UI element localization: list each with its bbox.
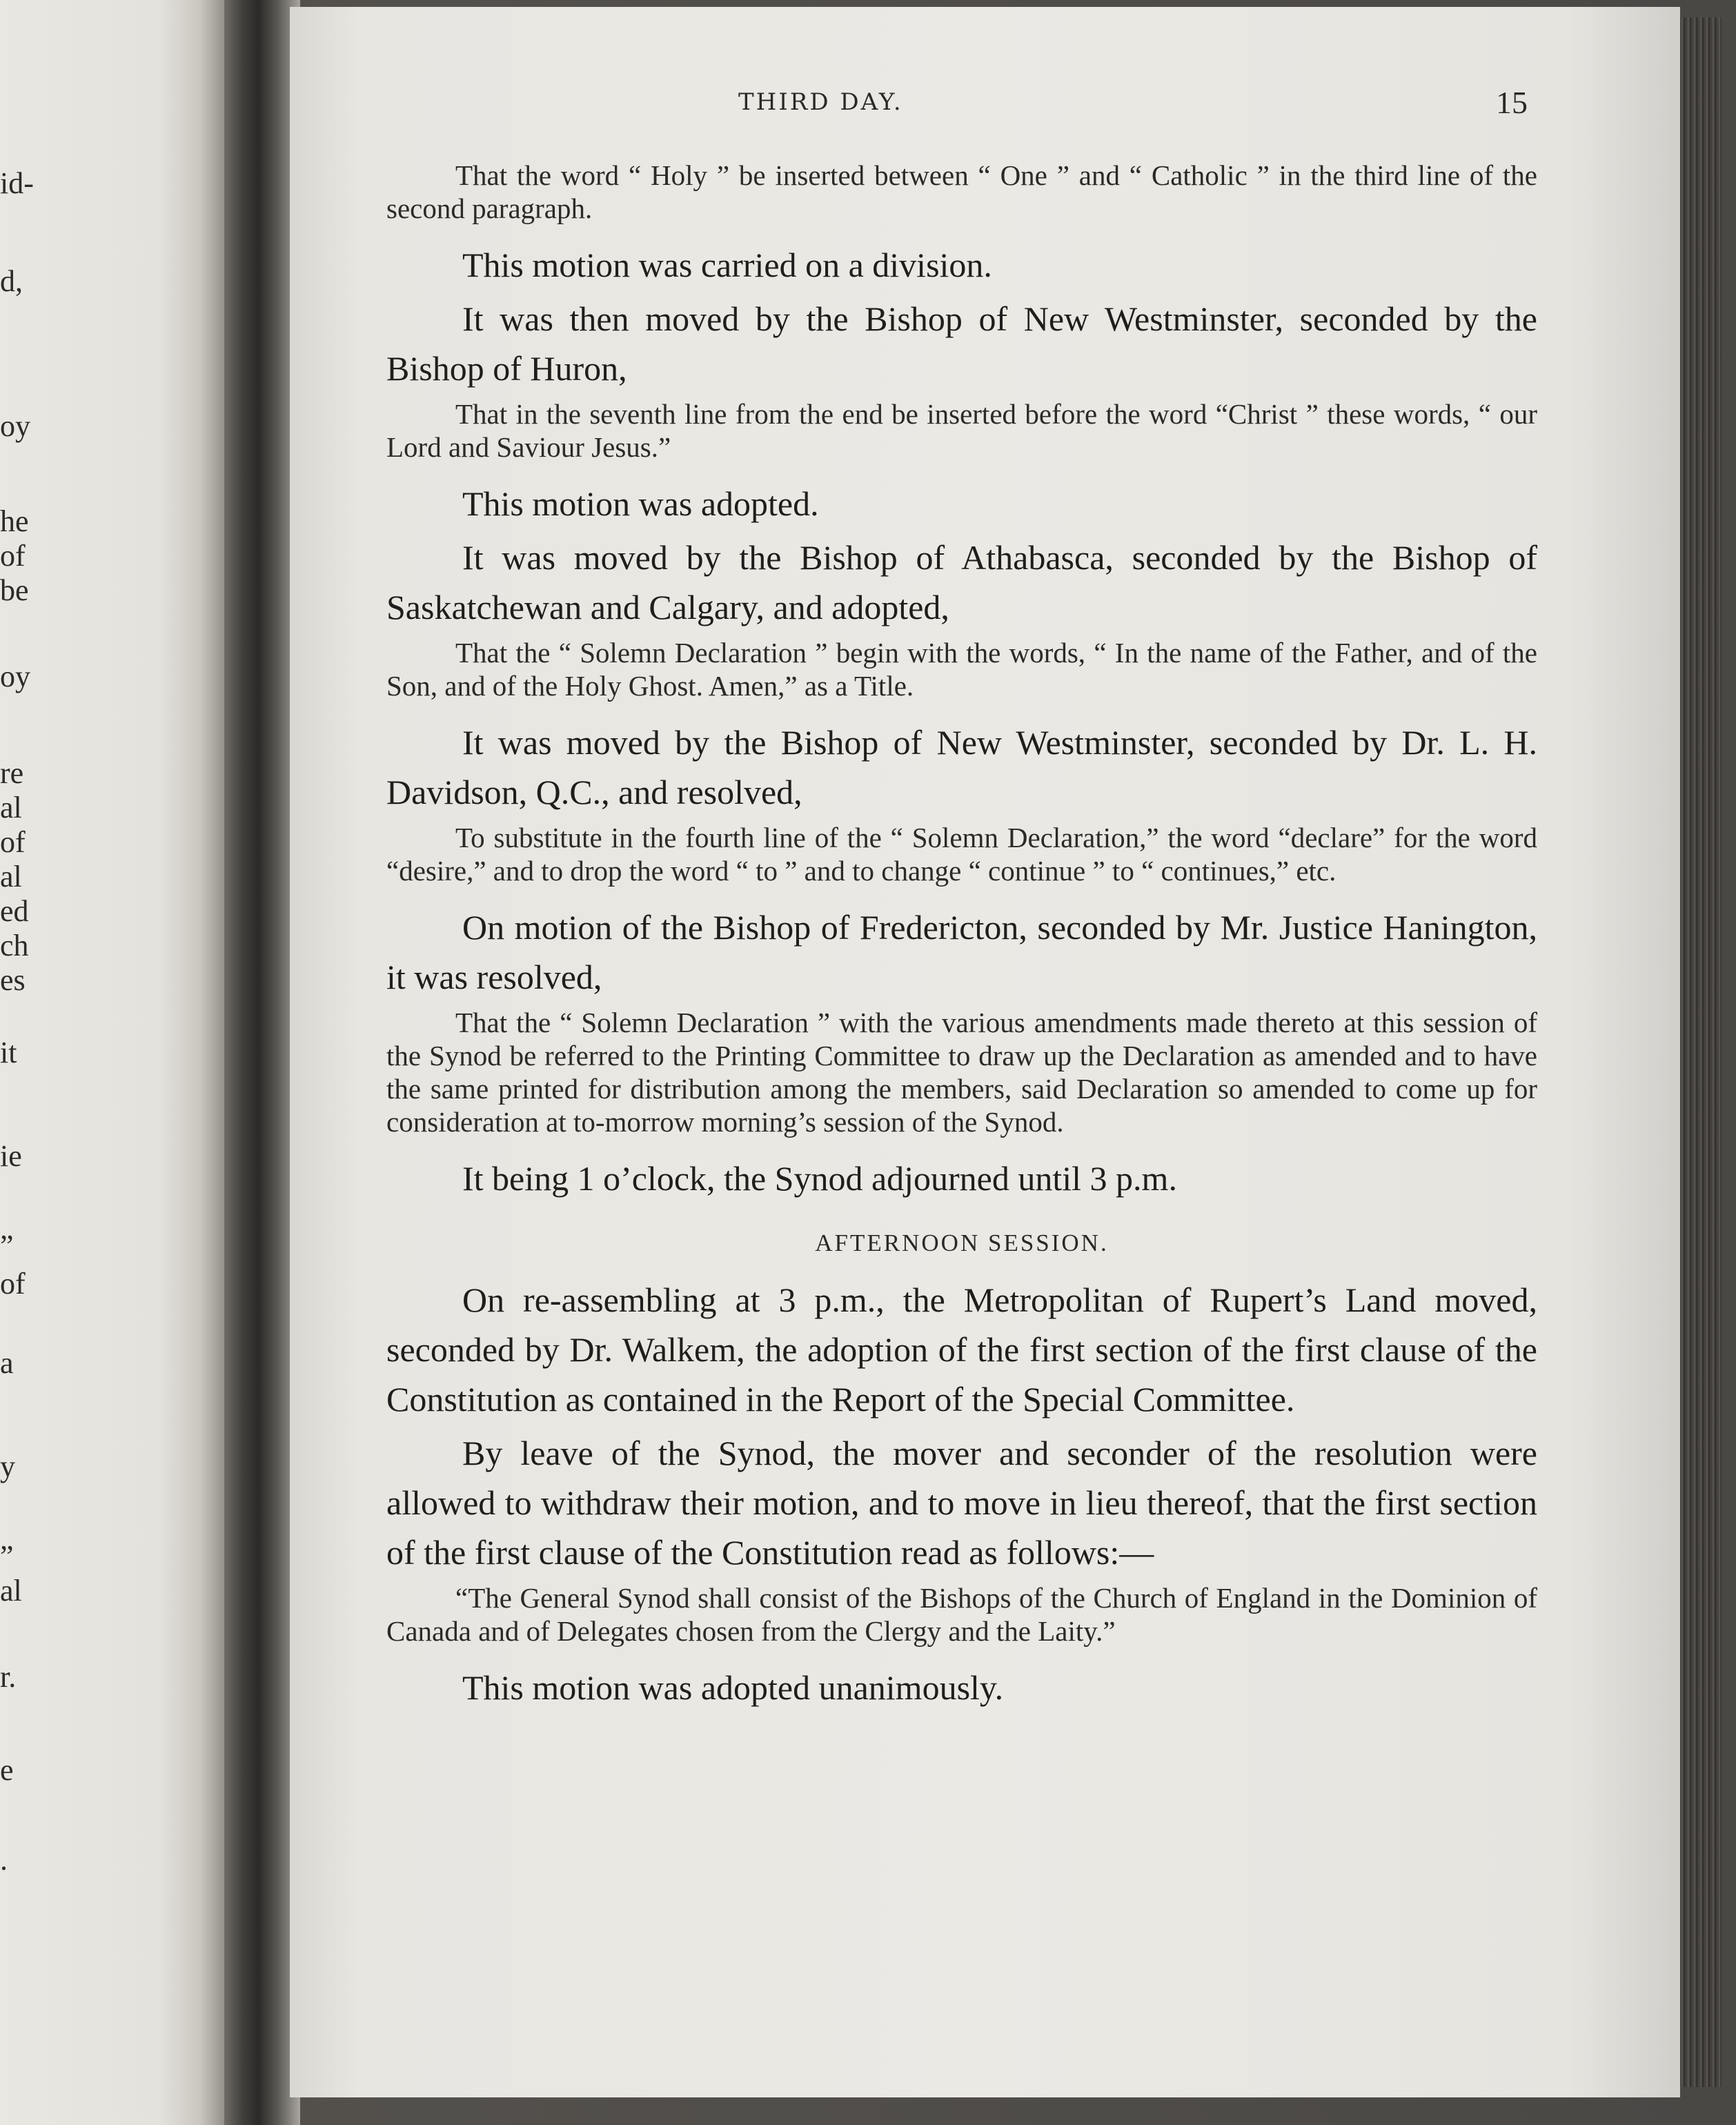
body-paragraph: It was moved by the Bishop of Athabasca, seconded by the Bishop of Saskatchewan and Calgary, and adopted, [386,538,1537,626]
left-page-fragment: ed [0,894,29,928]
page-body [386,159,1537,1717]
body-paragraph: On motion of the Bishop of Fredericton, seconded by Mr. Justice Hanington, it was resolved, [386,908,1537,996]
left-page-fragment: al [0,1574,22,1608]
page-number: 15 [1496,85,1528,120]
resolution-paragraph: That the “ Solemn Declaration ” begin with the words, “ In the name of the Father, and of the Son, and of the Holy Ghost. Amen,” as a Title. [386,637,1537,702]
left-page-fragment: ch [0,929,29,962]
left-page-fragment: al [0,860,22,893]
left-page-fragment: d, [0,264,23,298]
body-paragraph: It was moved by the Bishop of New Westminster, seconded by Dr. L. H. Davidson, Q.C., and resolved, [386,723,1537,811]
left-page-fragment: he [0,504,29,538]
resolution-paragraph: That in the seventh line from the end be inserted before the word “Christ ” these words, “ our Lord and Saviour Jesus.” [386,398,1537,463]
left-page-fragment: y [0,1450,15,1483]
left-page-fragment: of [0,539,26,573]
body-paragraph: This motion was adopted unanimously. [462,1668,1004,1707]
left-page-fragment: re [0,756,24,790]
page-edge [1680,17,1722,2087]
left-page-fragment: ” [0,1539,14,1573]
left-page-fragment: it [0,1036,17,1069]
section-heading: AFTERNOON SESSION. [815,1229,1109,1256]
resolution-paragraph: To substitute in the fourth line of the “ Solemn Declaration,” the word “declare” for the word “desire,” and to drop the word “ to ” and to change “ continue ” to “ continues,” etc. [386,822,1537,887]
resolution-paragraph: “The General Synod shall consist of the Bishops of the Church of England in the Dominion of Canada and of Delegates chosen from the Clergy and the Laity.” [386,1582,1537,1647]
left-page-fragment: oy [0,660,30,693]
resolution-paragraph: That the word “ Holy ” be inserted between “ One ” and “ Catholic ” in the third line of the second paragraph. [386,159,1537,224]
book-gutter [224,0,300,2125]
left-page-fragment: of [0,825,26,859]
left-page-fragment: ” [0,1229,14,1263]
left-page-fragment: ie [0,1139,22,1173]
resolution-paragraph: That the “ Solemn Declaration ” with the various amendments made thereto at this session of the Synod be referred to the Printing Committee to draw up the Declaration as amended and to have the same printed for distribution among the members, said Declaration so amended to come up for consideration at to-morrow morning’s session of the Synod. [386,1007,1537,1138]
left-page [0,0,228,2125]
left-page-fragment: r. [0,1660,17,1694]
body-paragraph: This motion was carried on a division. [462,246,992,284]
left-page-fragment: of [0,1267,26,1301]
left-page-fragment: e [0,1753,14,1787]
left-page-fragment: be [0,573,29,607]
body-paragraph: This motion was adopted. [462,484,819,523]
left-page-fragment: . [0,1843,8,1877]
body-paragraph: It being 1 o’clock, the Synod adjourned until 3 p.m. [462,1159,1177,1198]
left-page-fragment: es [0,963,26,997]
running-head: THIRD DAY. [738,88,903,116]
left-page-fragment: a [0,1346,14,1380]
body-paragraph: On re-assembling at 3 p.m., the Metropolitan of Rupert’s Land moved, seconded by Dr. Walkem, the adoption of the first section of the first clause of the Constitution as contained in the Report of the Special Committee. [386,1281,1537,1419]
left-page-fragment: id- [0,166,34,200]
body-paragraph: By leave of the Synod, the mover and seconder of the resolution were allowed to withdraw their motion, and to move in lieu thereof, that the first section of the first clause of the Constitution read as follows:— [386,1434,1537,1572]
left-page-fragment: al [0,791,22,824]
left-page-fragment: oy [0,409,30,443]
body-paragraph: It was then moved by the Bishop of New Westminster, seconded by the Bishop of Huron, [386,299,1537,388]
